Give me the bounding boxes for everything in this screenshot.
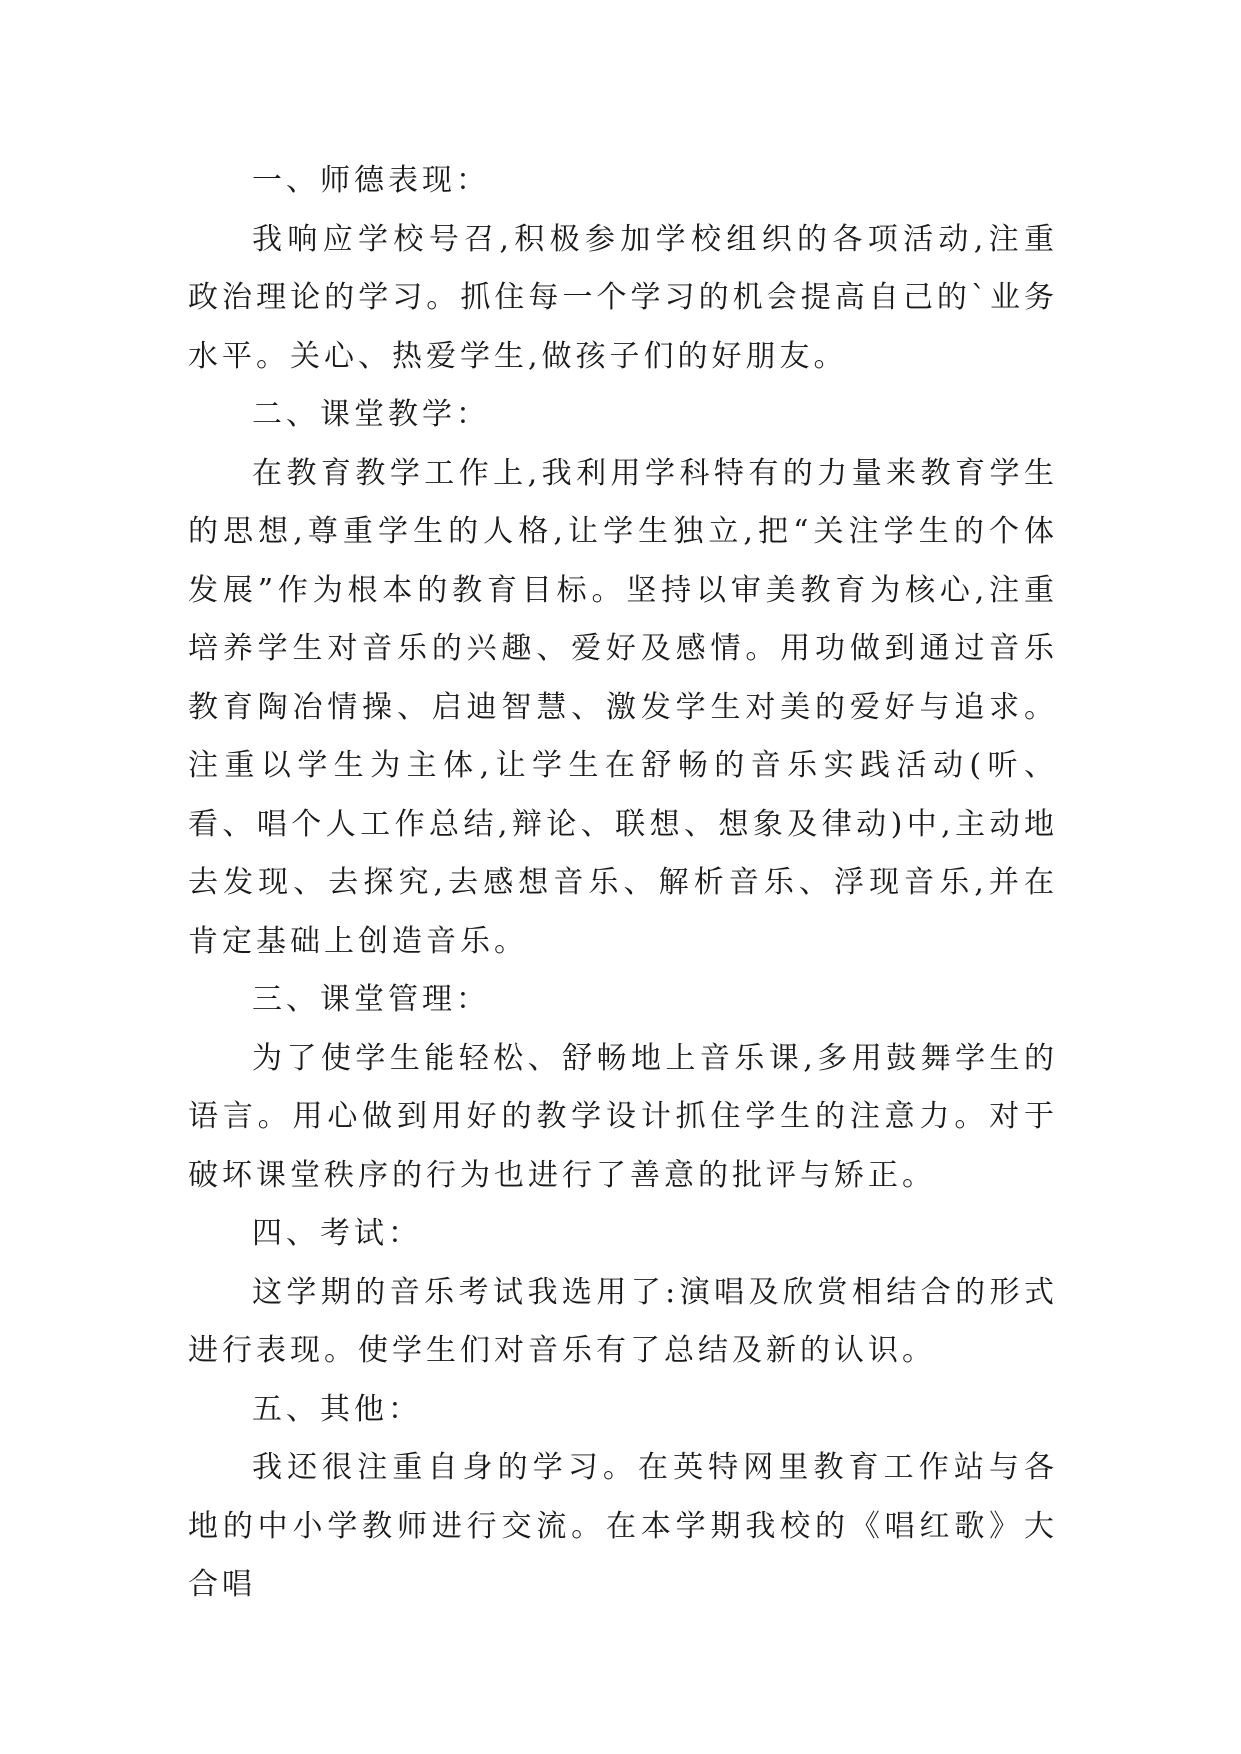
section-heading-management: 三、课堂管理： <box>252 982 490 1017</box>
section-heading-ethics: 一、师德表现： <box>252 163 490 198</box>
section-body-teaching: 在教育教学工作上,我利用学科特有的力量来教育学生的思想,尊重学生的人格,让学生独立,把“关注学生的个体发展”作为根本的教育目标。坚持以审美教育为核心,注重培养学生对音乐的兴趣、爱好及感情。用功做到通过音乐教育陶冶情操、启迪智慧、激发学生对美的爱好与追求。注重以学生为主体,让学生在舒畅的音乐实践活动(听、看、唱个人工作总结,辩论、联想、想象及律动)中,主动地去发现、去探究,去感想音乐、解析音乐、浮现音乐,并在肯定基础上创造音乐。 <box>188 455 1058 959</box>
section-heading-exam: 四、考试： <box>252 1216 422 1251</box>
section-body-other: 我还很注重自身的学习。在英特网里教育工作站与各地的中小学教师进行交流。在本学期我校的《唱红歌》大合唱 <box>188 1450 1058 1602</box>
section-heading-other: 五、其他： <box>252 1391 422 1427</box>
section-body-ethics: 我响应学校号召,积极参加学校组织的各项活动,注重政治理论的学习。抓住每一个学习的机会提高自己的`业务水平。关心、热爱学生,做孩子们的好朋友。 <box>188 221 1058 374</box>
section-body-exam: 这学期的音乐考试我选用了:演唱及欣赏相结合的形式进行表现。使学生们对音乐有了总结及新的认识。 <box>188 1274 1058 1368</box>
section-heading-teaching: 二、课堂教学： <box>252 397 490 432</box>
document-page <box>188 152 1058 1615</box>
section-body-management: 为了使学生能轻松、舒畅地上音乐课,多用鼓舞学生的语言。用心做到用好的教学设计抓住学生的注意力。对于破坏课堂秩序的行为也进行了善意的批评与矫正。 <box>188 1040 1058 1193</box>
